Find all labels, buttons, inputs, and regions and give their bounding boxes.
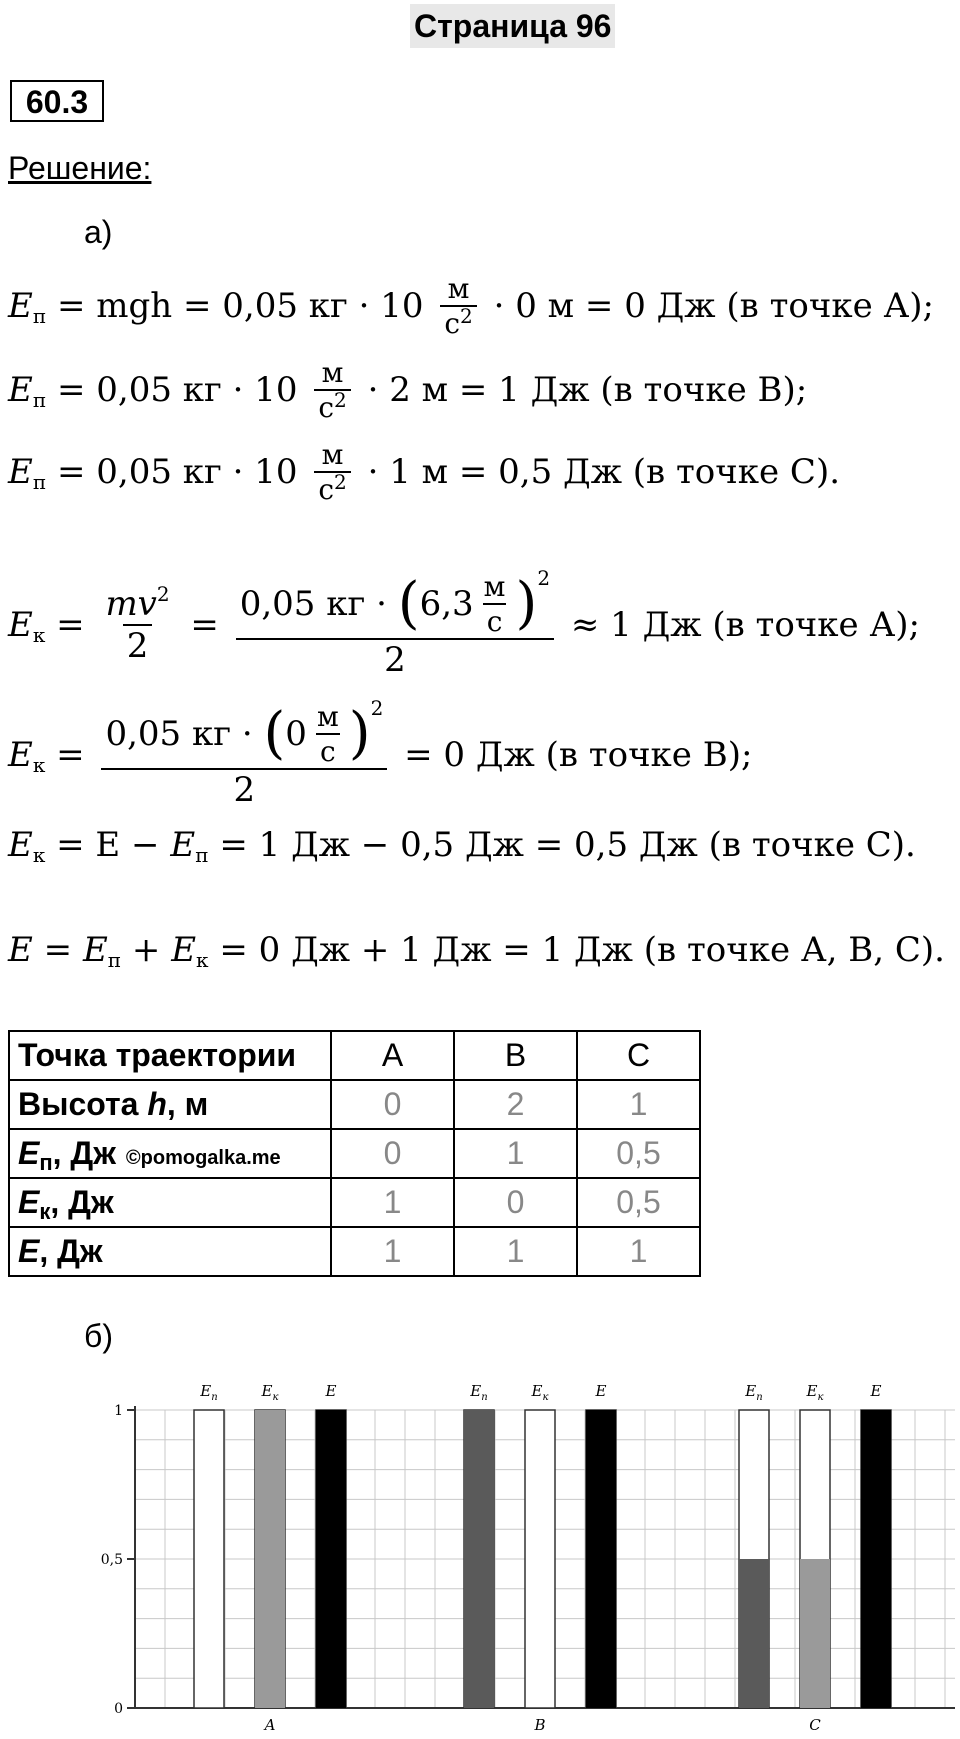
fraction: 0,05 кг · ( 0 $\frac{м}{с}$ ) 2 2	[101, 700, 387, 810]
table-cell: 0	[331, 1129, 454, 1178]
formula-ek-a: E к = $\frac{mv^2}{2}$ = 0,05 кг · ( 6,3 $\frac{м}{с}$ ) 2 2 ≈ 1 Дж (в точке А);	[8, 566, 920, 680]
series-label: E	[325, 1382, 337, 1400]
category-label: B	[534, 1716, 546, 1734]
watermark: ©pomogalka.me	[125, 1147, 281, 1169]
series-label: $E_п$	[470, 1382, 488, 1403]
solution-label: Решение:	[8, 150, 152, 186]
bar	[861, 1410, 891, 1708]
table-header-cell: Точка траектории	[9, 1031, 331, 1080]
bar	[739, 1559, 769, 1708]
fraction: $\frac{mv^2}{2}$	[105, 582, 170, 666]
table-row	[9, 1080, 700, 1129]
table-cell: 2	[454, 1080, 577, 1129]
y-tick-label: 1	[114, 1403, 123, 1419]
series-label: E	[870, 1382, 882, 1400]
bar-outline	[525, 1410, 555, 1708]
bar	[255, 1410, 285, 1708]
table-header-row	[9, 1031, 700, 1080]
table-cell: 1	[577, 1080, 700, 1129]
row-label-ep: Eп, Дж ©pomogalka.me	[9, 1129, 331, 1178]
part-b-label: б)	[84, 1318, 113, 1354]
bar	[316, 1410, 346, 1708]
series-label: $E_к$	[261, 1382, 279, 1403]
formula-e-total: E = E п + E к = 0 Дж + 1 Дж = 1 Дж (в точке А, В, С).	[8, 930, 945, 972]
fraction: $\frac{м}{с^2}$	[314, 438, 350, 506]
table-cell: 0	[331, 1080, 454, 1129]
bar	[586, 1410, 616, 1708]
table-row	[9, 1227, 700, 1276]
series-label: $E_п$	[200, 1382, 218, 1403]
table-header-cell: С	[577, 1031, 700, 1080]
table-row	[9, 1129, 700, 1178]
series-label: $E_п$	[745, 1382, 763, 1403]
energy-bar-chart	[0, 1360, 960, 1739]
category-label: A	[264, 1716, 276, 1734]
y-tick-label: 0	[114, 1701, 123, 1717]
formula-ep-a: E п = mgh = 0,05 кг · 10 $\frac{м}{с^2}$ · 0 м = 0 Дж (в точке А);	[8, 272, 934, 340]
table-cell: 1	[454, 1227, 577, 1276]
formula-ek-b: E к = 0,05 кг · ( 0 $\frac{м}{с}$ ) 2 2 = 0 Дж (в точке В);	[8, 696, 753, 810]
table-cell: 1	[577, 1227, 700, 1276]
series-label: $E_к$	[531, 1382, 549, 1403]
part-a-label: а)	[84, 214, 113, 250]
table-cell: 1	[331, 1178, 454, 1227]
row-label-ek: Eк, Дж	[9, 1178, 331, 1227]
energy-table	[8, 1030, 701, 1277]
formula-ep-c: E п = 0,05 кг · 10 $\frac{м}{с^2}$ · 1 м = 0,5 Дж (в точке С).	[8, 438, 841, 506]
y-tick-label: 0,5	[100, 1552, 123, 1568]
table-row	[9, 1178, 700, 1227]
bar-outline	[194, 1410, 224, 1708]
row-label-e: E, Дж	[9, 1227, 331, 1276]
table-cell: 0,5	[577, 1129, 700, 1178]
formula-ep-b: E п = 0,05 кг · 10 $\frac{м}{с^2}$ · 2 м = 1 Дж (в точке В);	[8, 356, 808, 424]
row-label-height: Высота h, м	[9, 1080, 331, 1129]
fraction: 0,05 кг · ( 6,3 $\frac{м}{с}$ ) 2 2	[236, 570, 554, 680]
fraction: $\frac{м}{с^2}$	[314, 356, 350, 424]
table-cell: 0	[454, 1178, 577, 1227]
table-cell: 0,5	[577, 1178, 700, 1227]
fraction: $\frac{м}{с^2}$	[440, 272, 476, 340]
category-label: C	[809, 1716, 821, 1734]
table-cell: 1	[331, 1227, 454, 1276]
bar	[464, 1410, 494, 1708]
table-header-cell: В	[454, 1031, 577, 1080]
page-title: Страница 96	[410, 4, 615, 48]
series-label: E	[595, 1382, 607, 1400]
formula-ek-c: E к = E − E п = 1 Дж − 0,5 Дж = 0,5 Дж (в точке С).	[8, 825, 916, 867]
table-cell: 1	[454, 1129, 577, 1178]
table-header-cell: А	[331, 1031, 454, 1080]
series-label: $E_к$	[806, 1382, 824, 1403]
bar	[800, 1559, 830, 1708]
task-number: 60.3	[10, 80, 104, 122]
